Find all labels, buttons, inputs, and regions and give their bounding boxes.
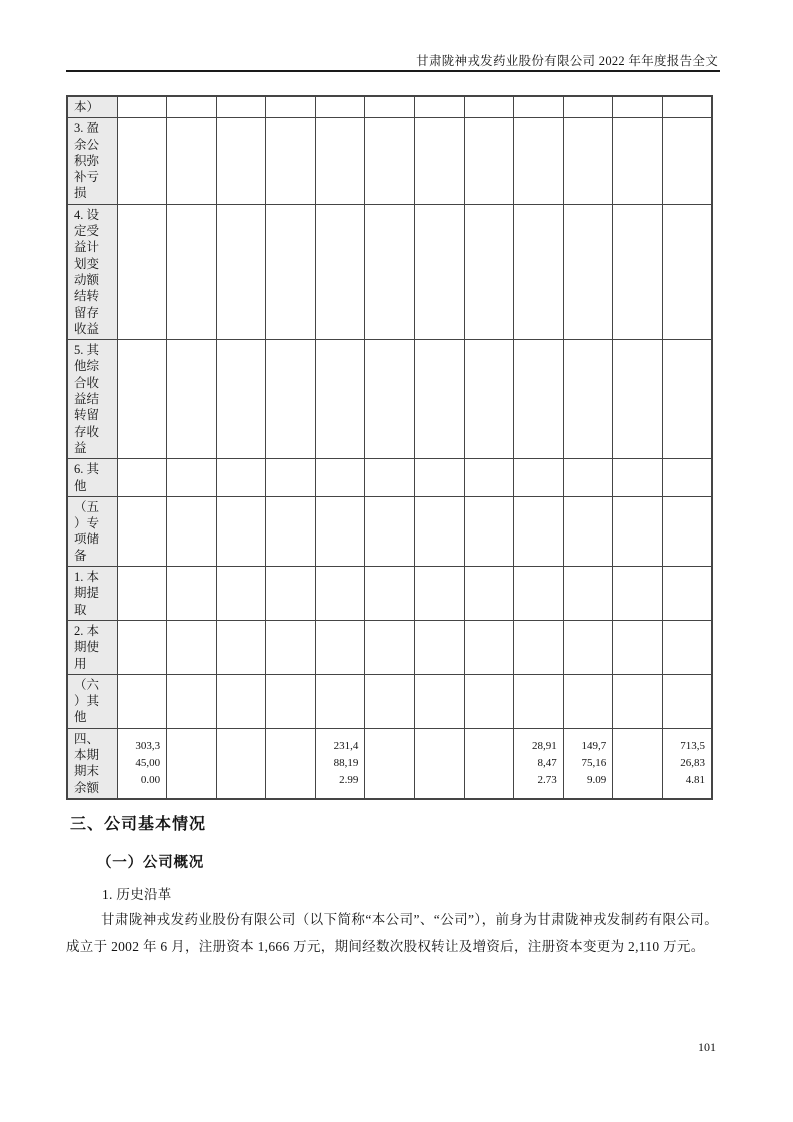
- data-cell: [613, 728, 663, 799]
- data-cell: [414, 459, 464, 497]
- data-cell: [315, 459, 365, 497]
- data-cell: [167, 96, 217, 118]
- table-row: [67, 620, 712, 674]
- data-cell: [464, 459, 514, 497]
- data-cell: [167, 674, 217, 728]
- data-cell: [216, 204, 266, 339]
- data-cell: [117, 567, 167, 621]
- data-cell: [414, 96, 464, 118]
- data-cell: [365, 728, 415, 799]
- data-cell: [514, 204, 564, 339]
- data-cell: [167, 567, 217, 621]
- data-cell: [414, 620, 464, 674]
- data-cell: [315, 567, 365, 621]
- data-cell: 149,775,169.09: [563, 728, 613, 799]
- table-row: [67, 340, 712, 459]
- row-label-cell: 4. 设定受益计划变动额结转留存收益: [67, 204, 117, 339]
- data-cell: [167, 459, 217, 497]
- data-cell: [464, 204, 514, 339]
- data-cell: [167, 118, 217, 204]
- data-cell: [216, 496, 266, 566]
- data-cell: [266, 674, 316, 728]
- data-cell: 28,918,472.73: [514, 728, 564, 799]
- row-label-cell: 本）: [67, 96, 117, 118]
- data-cell: [464, 620, 514, 674]
- data-cell: [662, 459, 712, 497]
- data-cell: [613, 459, 663, 497]
- row-label-cell: 5. 其他综合收益结转留存收益: [67, 340, 117, 459]
- data-cell: [464, 496, 514, 566]
- data-cell: [167, 204, 217, 339]
- data-cell: [613, 567, 663, 621]
- subsection-heading-company-overview: （一）公司概况: [97, 855, 205, 871]
- data-cell: [414, 728, 464, 799]
- data-cell: [117, 459, 167, 497]
- data-cell: [464, 96, 514, 118]
- data-cell: [167, 620, 217, 674]
- data-cell: [464, 674, 514, 728]
- data-cell: [216, 118, 266, 204]
- data-cell: [216, 459, 266, 497]
- data-cell: [613, 204, 663, 339]
- data-cell: [613, 118, 663, 204]
- data-cell: [216, 340, 266, 459]
- data-cell: [464, 340, 514, 459]
- data-cell: [117, 96, 167, 118]
- data-cell: [662, 96, 712, 118]
- data-cell: [563, 674, 613, 728]
- data-cell: [365, 340, 415, 459]
- data-cell: [315, 674, 365, 728]
- data-cell: [414, 340, 464, 459]
- data-cell: [563, 204, 613, 339]
- data-cell: [563, 567, 613, 621]
- data-cell: [365, 96, 415, 118]
- row-label-cell: 四、本期期末余额: [67, 728, 117, 799]
- data-cell: [464, 118, 514, 204]
- table-row: [67, 567, 712, 621]
- data-cell: [613, 340, 663, 459]
- data-cell: [216, 620, 266, 674]
- data-cell: [117, 204, 167, 339]
- data-cell: [315, 118, 365, 204]
- table-row: [67, 674, 712, 728]
- data-cell: [365, 567, 415, 621]
- item-heading-history: 1. 历史沿革: [102, 887, 172, 902]
- data-cell: [613, 620, 663, 674]
- data-cell: [365, 118, 415, 204]
- row-label-cell: 6. 其他: [67, 459, 117, 497]
- data-cell: [662, 674, 712, 728]
- row-label-cell: 2. 本期使用: [67, 620, 117, 674]
- data-cell: [414, 496, 464, 566]
- data-cell: [613, 496, 663, 566]
- data-cell: [266, 459, 316, 497]
- data-cell: [662, 567, 712, 621]
- data-cell: [315, 620, 365, 674]
- row-label-cell: 1. 本期提取: [67, 567, 117, 621]
- data-cell: [414, 204, 464, 339]
- data-cell: [464, 567, 514, 621]
- data-cell: [315, 340, 365, 459]
- data-cell: [514, 567, 564, 621]
- data-cell: [216, 567, 266, 621]
- data-cell: [167, 340, 217, 459]
- data-cell: [167, 496, 217, 566]
- data-cell: [613, 674, 663, 728]
- data-cell: [266, 620, 316, 674]
- data-cell: [266, 96, 316, 118]
- data-cell: [117, 674, 167, 728]
- data-cell: [117, 620, 167, 674]
- data-cell: [662, 340, 712, 459]
- data-cell: [266, 204, 316, 339]
- data-cell: [514, 340, 564, 459]
- data-cell: [662, 496, 712, 566]
- row-label-cell: （五）专项储备: [67, 496, 117, 566]
- data-cell: 303,345,000.00: [117, 728, 167, 799]
- row-label-cell: （六）其他: [67, 674, 117, 728]
- table-row: [67, 204, 712, 339]
- data-cell: [315, 496, 365, 566]
- data-cell: [365, 204, 415, 339]
- data-cell: [662, 620, 712, 674]
- equity-table-body: [67, 96, 712, 799]
- data-cell: [266, 118, 316, 204]
- data-cell: [167, 728, 217, 799]
- history-paragraph: 甘肃陇神戎发药业股份有限公司（以下简称“本公司”、“公司”），前身为甘肃陇神戎发制药有限公司。成立于 2002 年 6 月，注册资本 1,666 万元，期间经数次股权转让及增资后，注册资本变更为 2,110 万元。: [66, 912, 718, 954]
- data-cell: [414, 118, 464, 204]
- table-row: [67, 96, 712, 118]
- data-cell: [365, 496, 415, 566]
- table-row: [67, 496, 712, 566]
- table-row: [67, 118, 712, 204]
- equity-change-table: [66, 95, 713, 800]
- header-rule: [66, 70, 720, 72]
- data-cell: 231,488,192.99: [315, 728, 365, 799]
- page-number: 101: [698, 1040, 716, 1054]
- data-cell: [414, 567, 464, 621]
- data-cell: [563, 459, 613, 497]
- data-cell: [266, 340, 316, 459]
- table-row: [67, 728, 712, 799]
- data-cell: [662, 118, 712, 204]
- data-cell: [563, 118, 613, 204]
- section-heading-company-basic-info: 三、公司基本情况: [70, 816, 207, 833]
- data-cell: [365, 459, 415, 497]
- data-cell: [514, 620, 564, 674]
- data-cell: [216, 674, 266, 728]
- data-cell: [514, 118, 564, 204]
- data-cell: [266, 496, 316, 566]
- data-cell: [514, 496, 564, 566]
- data-cell: [414, 674, 464, 728]
- row-label-cell: 3. 盈余公积弥补亏损: [67, 118, 117, 204]
- data-cell: [514, 459, 564, 497]
- data-cell: [613, 96, 663, 118]
- data-cell: [514, 674, 564, 728]
- data-cell: [563, 496, 613, 566]
- data-cell: [662, 204, 712, 339]
- data-cell: [266, 728, 316, 799]
- data-cell: [365, 620, 415, 674]
- data-cell: [266, 567, 316, 621]
- data-cell: [514, 96, 564, 118]
- data-cell: [216, 96, 266, 118]
- data-cell: [216, 728, 266, 799]
- data-cell: [365, 674, 415, 728]
- data-cell: [464, 728, 514, 799]
- data-cell: [117, 496, 167, 566]
- data-cell: [563, 340, 613, 459]
- data-cell: [563, 620, 613, 674]
- table-row: [67, 459, 712, 497]
- data-cell: [315, 204, 365, 339]
- data-cell: [563, 96, 613, 118]
- header-title: 甘肃陇神戎发药业股份有限公司 2022 年年度报告全文: [416, 54, 718, 68]
- data-cell: [117, 118, 167, 204]
- data-cell: [315, 96, 365, 118]
- data-cell: 713,526,834.81: [662, 728, 712, 799]
- data-cell: [117, 340, 167, 459]
